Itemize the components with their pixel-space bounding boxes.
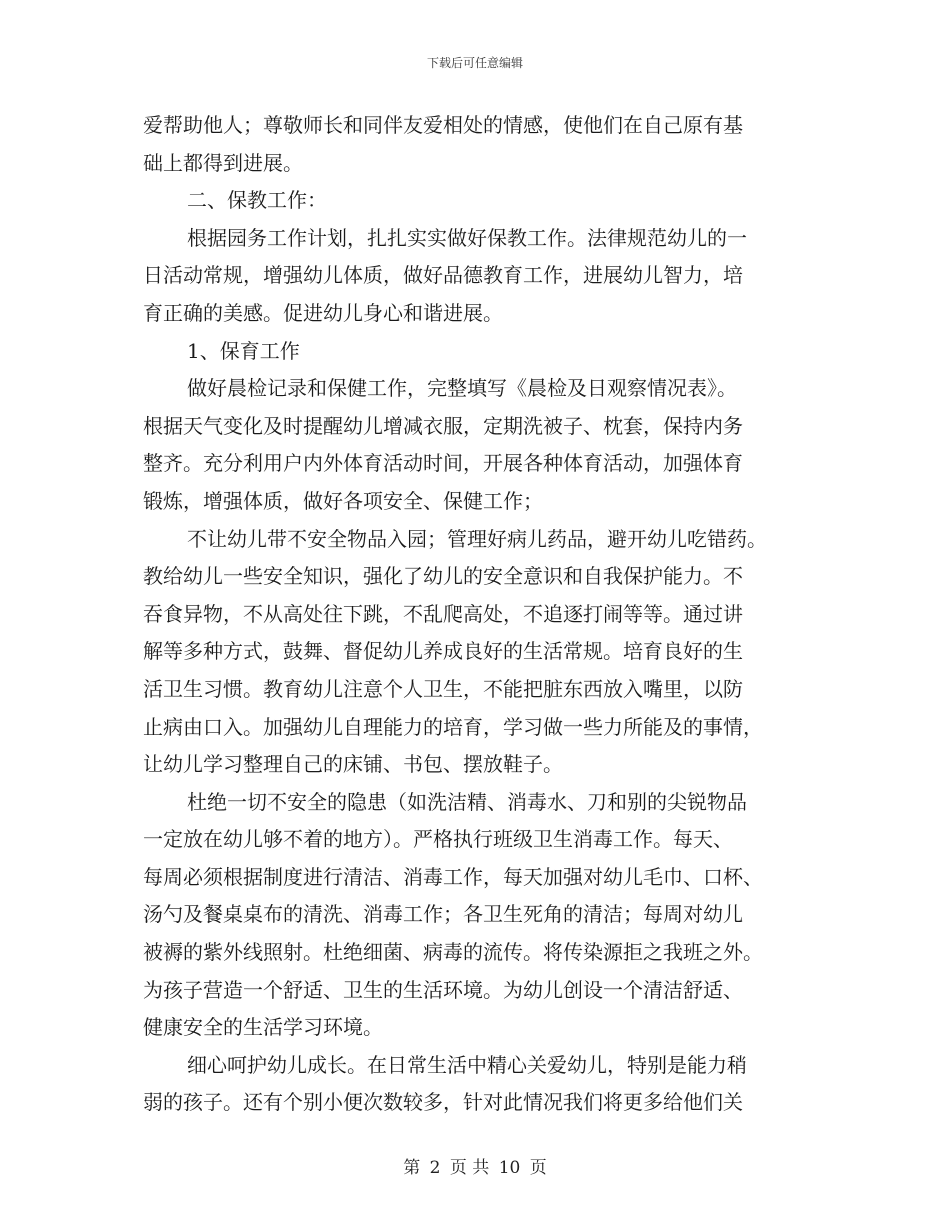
text-line: 日活动常规，增强幼儿体质，做好品德教育工作，进展幼儿智力，培 bbox=[143, 263, 743, 288]
text-line: 础上都得到进展。 bbox=[143, 150, 303, 175]
text-line: 教给幼儿一些安全知识，强化了幼儿的安全意识和自我保护能力。不 bbox=[143, 564, 743, 589]
text-line: 一定放在幼儿够不着的地方）。严格执行班级卫生消毒工作。每天、 bbox=[143, 827, 733, 852]
text-line: 被褥的紫外线照射。杜绝细菌、病毒的流传。将传染源拒之我班之外。 bbox=[143, 940, 763, 965]
text-line: 解等多种方式，鼓舞、督促幼儿养成良好的生活常规。培育良好的生 bbox=[143, 639, 743, 664]
text-line: 汤勺及餐桌桌布的清洗、消毒工作；各卫生死角的清洁；每周对幼儿 bbox=[143, 902, 743, 927]
text-line: 让幼儿学习整理自己的床铺、书包、摆放鞋子。 bbox=[143, 752, 563, 777]
footer-middle: 页 共 bbox=[449, 1158, 490, 1178]
page-footer bbox=[0, 1153, 950, 1178]
page-header-note: 下载后可任意编辑 bbox=[426, 56, 523, 70]
text-line: 爱帮助他人；尊敬师长和同伴友爱相处的情感，使他们在自己原有基 bbox=[143, 113, 743, 137]
footer-page-number: 2 bbox=[429, 1158, 441, 1178]
text-line: 1、保育工作 bbox=[187, 338, 300, 363]
text-line: 做好晨检记录和保健工作，完整填写《晨检及日观察情况表》。 bbox=[187, 376, 737, 401]
text-line: 根据园务工作计划，扎扎实实做好保教工作。法律规范幼儿的一 bbox=[187, 225, 747, 250]
text-line: 吞食异物，不从高处往下跳，不乱爬高处，不追逐打闹等等。通过讲 bbox=[143, 601, 743, 626]
text-line: 杜绝一切不安全的隐患（如洗洁精、消毒水、刀和别的尖锐物品 bbox=[187, 789, 747, 814]
text-line: 止病由口入。加强幼儿自理能力的培育，学习做一些力所能及的事情， bbox=[143, 714, 763, 739]
text-line: 整齐。充分利用户内外体育活动时间，开展各种体育活动，加强体育 bbox=[143, 451, 743, 476]
text-line: 每周必须根据制度进行清洁、消毒工作，每天加强对幼儿毛巾、口杯、 bbox=[143, 864, 763, 889]
text-line: 活卫生习惯。教育幼儿注意个人卫生，不能把脏东西放入嘴里，以防 bbox=[143, 676, 743, 701]
text-line: 根据天气变化及时提醒幼儿增减衣服，定期洗被子、枕套，保持内务 bbox=[143, 413, 743, 438]
text-line: 育正确的美感。促进幼儿身心和谐进展。 bbox=[143, 300, 503, 325]
text-line: 不让幼儿带不安全物品入园；管理好病儿药品，避开幼儿吃错药。 bbox=[187, 526, 767, 551]
footer-suffix: 页 bbox=[529, 1158, 547, 1178]
document-body bbox=[143, 107, 813, 1122]
text-line: 细心呵护幼儿成长。在日常生活中精心关爱幼儿，特别是能力稍 bbox=[187, 1052, 747, 1077]
footer-total-pages: 10 bbox=[498, 1158, 521, 1178]
text-line: 健康安全的生活学习环境。 bbox=[143, 1015, 383, 1040]
text-line: 二、保教工作： bbox=[187, 188, 327, 213]
text-line: 为孩子营造一个舒适、卫生的生活环境。为幼儿创设一个清洁舒适、 bbox=[143, 977, 743, 1002]
footer-prefix: 第 bbox=[403, 1158, 421, 1178]
text-line: 锻炼，增强体质，做好各项安全、保健工作； bbox=[143, 488, 543, 513]
text-line: 弱的孩子。还有个别小便次数较多，针对此情况我们将更多给他们关 bbox=[143, 1090, 743, 1115]
